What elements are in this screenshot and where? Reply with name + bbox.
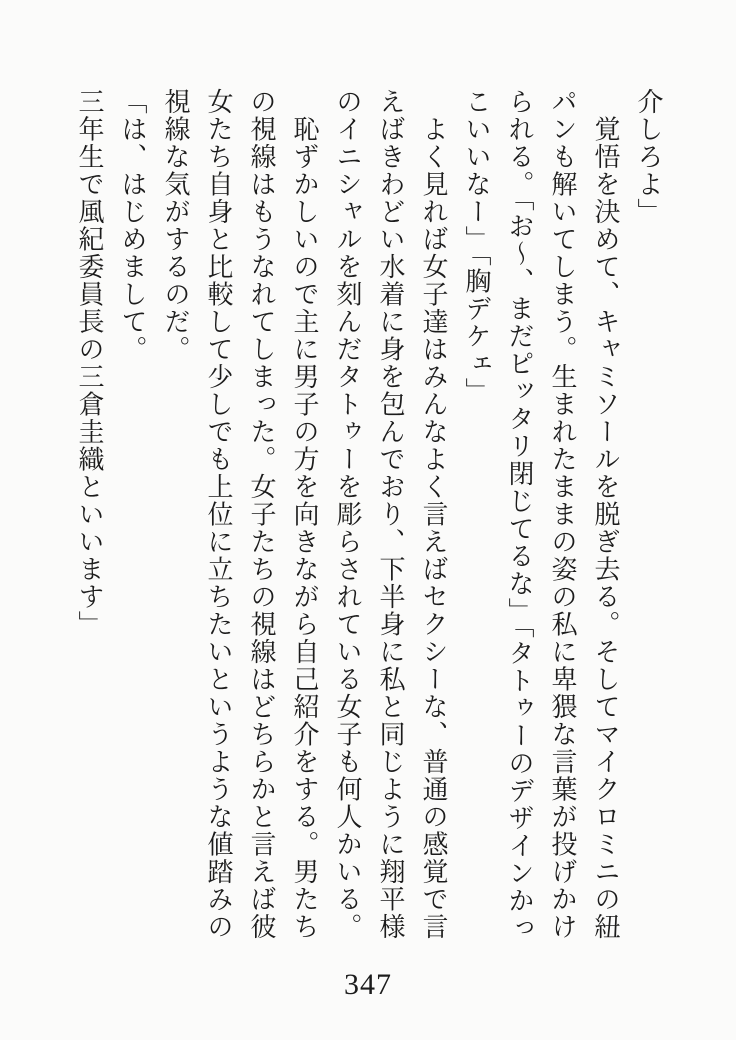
text-line: 三年生で風紀委員長の三倉圭織といいます」 (75, 88, 104, 638)
page-text-block (68, 88, 670, 960)
text-line: 女たち自身と比較して少しでも上位に立ちたいというような値踏みの (204, 88, 233, 941)
text-line: 視線な気がするのだ。 (161, 88, 190, 363)
text-line: のイニシャルを刻んだタトゥーを彫らされている女子も何人かいる。 (333, 88, 362, 941)
text-line: よく見れば女子達はみんなよく言えばセクシーな、普通の感覚で言 (419, 88, 448, 941)
text-line: 恥ずかしいので主に男子の方を向きながら自己紹介をする。男たち (290, 88, 319, 941)
text-line: られる。「お～、まだピッタリ閉じてるな」「タトゥーのデザインかっ (505, 88, 534, 942)
page-number: 347 (344, 968, 392, 1001)
text-line: パンも解いてしまう。生まれたままの姿の私に卑猥な言葉が投げかけ (548, 88, 577, 941)
text-line: こいいなー」「胸デケェ」 (462, 88, 491, 405)
text-line: 介しろよ」 (634, 88, 663, 226)
text-line: えばきわどい水着に身を包んでおり、下半身に私と同じように翔平様 (376, 88, 405, 941)
text-line: 覚悟を決めて、キャミソールを脱ぎ去る。そしてマイクロミニの紐 (591, 88, 620, 941)
text-line: の視線はもうなれてしまった。女子たちの視線はどちらかと言えば彼 (247, 88, 276, 941)
text-line: 「は、はじめまして。 (118, 88, 147, 363)
